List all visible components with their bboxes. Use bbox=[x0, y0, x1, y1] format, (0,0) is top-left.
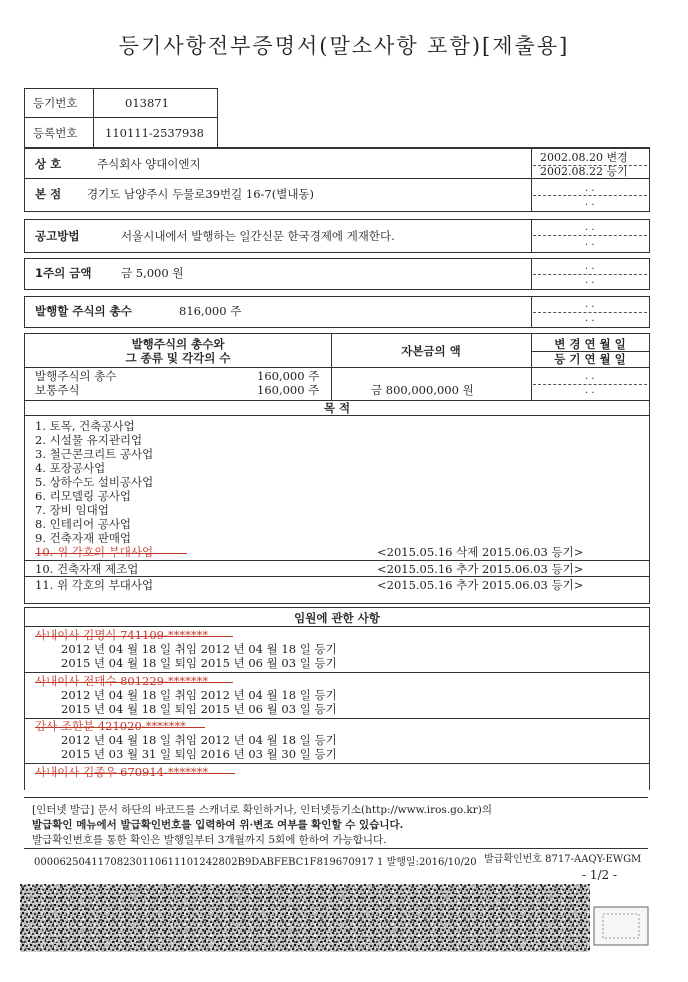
company-name-label: 상 호 bbox=[35, 157, 62, 171]
officer-name: 사내이사 전태수 801229-******* bbox=[35, 674, 209, 688]
purpose-item: 9. 건축자재 판매업 bbox=[35, 531, 132, 545]
purpose-item: 8. 인테리어 공사업 bbox=[35, 517, 132, 531]
document-title: 등기사항전부증명서(말소사항 포함)[제출용] bbox=[118, 34, 570, 58]
purpose-item: 5. 상하수도 설비공사업 bbox=[35, 475, 154, 489]
seal-box bbox=[593, 906, 649, 946]
auth-dots-2: . . bbox=[585, 313, 595, 324]
total-auth-value: 816,000 주 bbox=[179, 304, 242, 318]
reg-number-value: 013871 bbox=[125, 96, 169, 110]
reg-number-box bbox=[24, 88, 218, 148]
capital-dots: . . bbox=[585, 371, 595, 382]
capital-value: 금 800,000,000 원 bbox=[371, 383, 474, 397]
purpose-item: 7. 장비 임대업 bbox=[35, 503, 109, 517]
capital-header: 자본금의 액 bbox=[401, 344, 461, 358]
purpose-note: <2015.05.16 추가 2015.06.03 등기> bbox=[377, 562, 584, 576]
notice-dots: . . bbox=[585, 222, 595, 233]
change-header-2: 등 기 연 월 일 bbox=[554, 352, 626, 366]
notice-label: 공고방법 bbox=[35, 229, 80, 243]
purpose-item: 2. 시설물 유지관리업 bbox=[35, 433, 143, 447]
registration-no-label: 등록번호 bbox=[33, 126, 78, 140]
par-label: 1주의 금액 bbox=[35, 266, 92, 280]
par-dots-2: . . bbox=[585, 275, 595, 286]
hq-dots-2: . . bbox=[585, 197, 595, 208]
shares-capital-table bbox=[24, 333, 650, 401]
purpose-item: 4. 포장공사업 bbox=[35, 461, 106, 475]
notice-text: 서울시내에서 발행하는 일간신문 한국경제에 게재한다. bbox=[121, 229, 395, 243]
hq-label: 본 점 bbox=[35, 187, 62, 201]
hq-address: 경기도 남양주시 두물로39번길 16-7(별내동) bbox=[87, 187, 315, 201]
registration-no-value: 110111-2537938 bbox=[105, 126, 205, 140]
shares-header-1: 발행주식의 총수와 bbox=[131, 337, 225, 351]
barcode-image bbox=[20, 884, 590, 952]
purpose-note: <2015.05.16 삭제 2015.06.03 등기> bbox=[377, 545, 584, 559]
auth-dots: . . bbox=[585, 299, 595, 310]
page-number: - 1/2 - bbox=[582, 868, 618, 882]
authorized-shares-section bbox=[24, 296, 650, 328]
total-auth-label: 발행할 주식의 총수 bbox=[35, 304, 132, 318]
purpose-section bbox=[24, 400, 650, 604]
officer-line: 2015 년 04 월 18 일 퇴임 2015 년 06 월 03 일 등기 bbox=[61, 702, 337, 716]
officer-name: 감사 조한분 421020-******* bbox=[35, 719, 186, 733]
purpose-item: 6. 리모델링 공사업 bbox=[35, 489, 132, 503]
hq-dots: . . bbox=[585, 183, 595, 194]
notice-dots-2: . . bbox=[585, 237, 595, 248]
reg-number-label: 등기번호 bbox=[33, 96, 78, 110]
issued-total-value: 160,000 주 bbox=[257, 369, 320, 383]
officer-name: 사내이사 김종우 670914-******* bbox=[35, 765, 209, 779]
par-value-section bbox=[24, 258, 650, 290]
change-date: 2002.08.20 변경 bbox=[540, 151, 628, 164]
company-name: 주식회사 양대이엔지 bbox=[97, 157, 201, 171]
purpose-note: <2015.05.16 추가 2015.06.03 등기> bbox=[377, 578, 584, 592]
officer-line: 2012 년 04 월 18 일 취임 2012 년 04 월 18 일 등기 bbox=[61, 642, 337, 656]
officer-line: 2012 년 04 월 18 일 취임 2012 년 04 월 18 일 등기 bbox=[61, 688, 337, 702]
officer-line: 2015 년 04 월 18 일 퇴임 2015 년 06 월 03 일 등기 bbox=[61, 656, 337, 670]
footer-line-1: [인터넷 발급] 문서 하단의 바코드를 스캐너로 확인하거나, 인터넷등기소(http://www.iros.go.kr)의 bbox=[32, 804, 492, 816]
purpose-item: 10. 건축자재 제조업 bbox=[35, 562, 139, 576]
footer-line-2: 발급확인 메뉴에서 발급확인번호를 입력하여 위·변조 여부를 확인할 수 있습니다. bbox=[32, 819, 404, 831]
capital-dots-2: . . bbox=[585, 385, 595, 396]
officer-line: 2012 년 04 월 18 일 취임 2012 년 04 월 18 일 등기 bbox=[61, 733, 337, 747]
purpose-header: 목 적 bbox=[323, 401, 351, 415]
par-dots: . . bbox=[585, 261, 595, 272]
common-value: 160,000 주 bbox=[257, 383, 320, 397]
officer-name: 사내이사 김명식 741109-******* bbox=[35, 628, 209, 642]
issued-total-label: 발행주식의 총수 bbox=[35, 369, 117, 383]
footer-line-3: 발급확인번호를 통한 확인은 발행일부터 3개월까지 5회에 한하여 가능합니다. bbox=[32, 834, 387, 846]
officers-section bbox=[24, 607, 650, 790]
change-header-1: 변 경 연 월 일 bbox=[554, 337, 626, 351]
purpose-item: 11. 위 각호의 부대사업 bbox=[35, 578, 154, 592]
purpose-item: 3. 철근콘크리트 공사업 bbox=[35, 447, 154, 461]
verify-number: 발급확인번호 8717-AAQY-EWGM bbox=[484, 854, 642, 865]
register-date: 2002.08.22 등기 bbox=[540, 165, 628, 178]
company-section bbox=[24, 147, 650, 212]
officers-header: 임원에 관한 사항 bbox=[294, 611, 380, 625]
par-value: 금 5,000 원 bbox=[121, 266, 184, 280]
purpose-item: 1. 토목, 건축공사업 bbox=[35, 419, 135, 433]
common-label: 보통주식 bbox=[35, 383, 80, 397]
shares-header-2: 그 종류 및 각각의 수 bbox=[125, 351, 231, 365]
purpose-item-deleted: 10. 위 각호의 부대사업 bbox=[35, 545, 154, 559]
officer-line: 2015 년 03 월 31 일 퇴임 2016 년 03 월 30 일 등기 bbox=[61, 747, 337, 761]
notice-section bbox=[24, 219, 650, 253]
document-code: 00006250411708230110611101242802B9DABFEBC1F819670917 1 발행일:2016/10/20 bbox=[34, 857, 477, 868]
